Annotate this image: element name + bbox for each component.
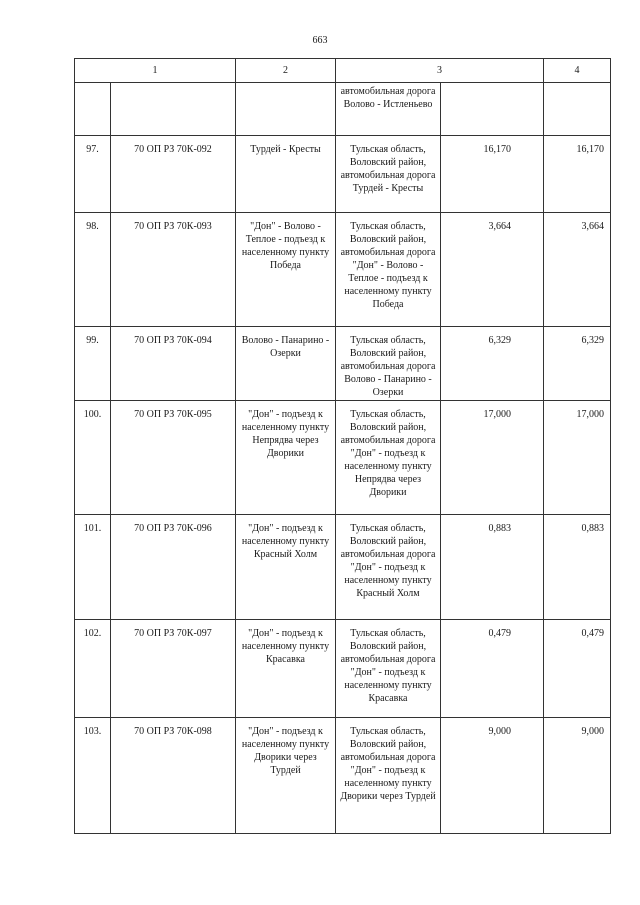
length-value-total: 3,664: [544, 213, 611, 327]
length-value-total: 17,000: [544, 401, 611, 515]
road-description: Тульская область, Воловский район, автомобильная дорога Турдей - Кресты: [336, 136, 441, 213]
length-value: 9,000: [441, 718, 544, 834]
table-row: [75, 515, 611, 620]
page-number: 663: [312, 35, 328, 46]
cell-empty: [236, 83, 336, 136]
header-col-1: 1: [75, 59, 236, 83]
table-row: [75, 620, 611, 718]
table-row: [75, 327, 611, 401]
cell-empty: [441, 83, 544, 136]
length-value-total: 9,000: [544, 718, 611, 834]
road-name: Турдей - Кресты: [236, 136, 336, 213]
header-col-3: 3: [336, 59, 544, 83]
road-description: Тульская область, Воловский район, автомобильная дорога "Дон" - подъезд к населенному пункту Непрядва через Дворики: [336, 401, 441, 515]
row-number: 99.: [75, 327, 111, 401]
road-code: 70 ОП РЗ 70К-097: [111, 620, 236, 718]
road-code: 70 ОП РЗ 70К-095: [111, 401, 236, 515]
header-row: [75, 59, 611, 83]
header-col-4: 4: [544, 59, 611, 83]
length-value-total: 0,479: [544, 620, 611, 718]
road-description: Тульская область, Воловский район, автомобильная дорога "Дон" - подъезд к населенному пункту Дворики через Турдей: [336, 718, 441, 834]
row-number: 97.: [75, 136, 111, 213]
continuation-row: [75, 83, 611, 136]
road-code: 70 ОП РЗ 70К-096: [111, 515, 236, 620]
table-row: [75, 136, 611, 213]
road-description: Тульская область, Воловский район, автомобильная дорога "Дон" - подъезд к населенному пункту Красавка: [336, 620, 441, 718]
length-value-total: 0,883: [544, 515, 611, 620]
road-code: 70 ОП РЗ 70К-098: [111, 718, 236, 834]
length-value: 0,479: [441, 620, 544, 718]
road-code: 70 ОП РЗ 70К-093: [111, 213, 236, 327]
row-number: 102.: [75, 620, 111, 718]
length-value: 17,000: [441, 401, 544, 515]
road-code: 70 ОП РЗ 70К-092: [111, 136, 236, 213]
length-value-total: 16,170: [544, 136, 611, 213]
road-registry-table: [74, 58, 611, 834]
table-row: [75, 401, 611, 515]
road-name: "Дон" - Волово - Теплое - подъезд к населенному пункту Победа: [236, 213, 336, 327]
length-value: 3,664: [441, 213, 544, 327]
road-name: "Дон" - подъезд к населенному пункту Красный Холм: [236, 515, 336, 620]
cell-empty: [544, 83, 611, 136]
length-value: 0,883: [441, 515, 544, 620]
row-number: 103.: [75, 718, 111, 834]
road-name: "Дон" - подъезд к населенному пункту Непрядва через Дворики: [236, 401, 336, 515]
row-number: 98.: [75, 213, 111, 327]
row-number: 101.: [75, 515, 111, 620]
road-code: 70 ОП РЗ 70К-094: [111, 327, 236, 401]
cell-empty: [111, 83, 236, 136]
continuation-description: автомобильная дорога Волово - Истленьево: [336, 83, 441, 136]
road-name: "Дон" - подъезд к населенному пункту Дворики через Турдей: [236, 718, 336, 834]
road-name: Волово - Панарино - Озерки: [236, 327, 336, 401]
road-name: "Дон" - подъезд к населенному пункту Красавка: [236, 620, 336, 718]
road-description: Тульская область, Воловский район, автомобильная дорога "Дон" - Волово - Теплое - подъезд к населенному пункту Победа: [336, 213, 441, 327]
row-number: 100.: [75, 401, 111, 515]
length-value-total: 6,329: [544, 327, 611, 401]
header-col-2: 2: [236, 59, 336, 83]
road-description: Тульская область, Воловский район, автомобильная дорога Волово - Панарино - Озерки: [336, 327, 441, 401]
length-value: 16,170: [441, 136, 544, 213]
table-row: [75, 718, 611, 834]
length-value: 6,329: [441, 327, 544, 401]
road-description: Тульская область, Воловский район, автомобильная дорога "Дон" - подъезд к населенному пункту Красный Холм: [336, 515, 441, 620]
cell-empty: [75, 83, 111, 136]
table-row: [75, 213, 611, 327]
